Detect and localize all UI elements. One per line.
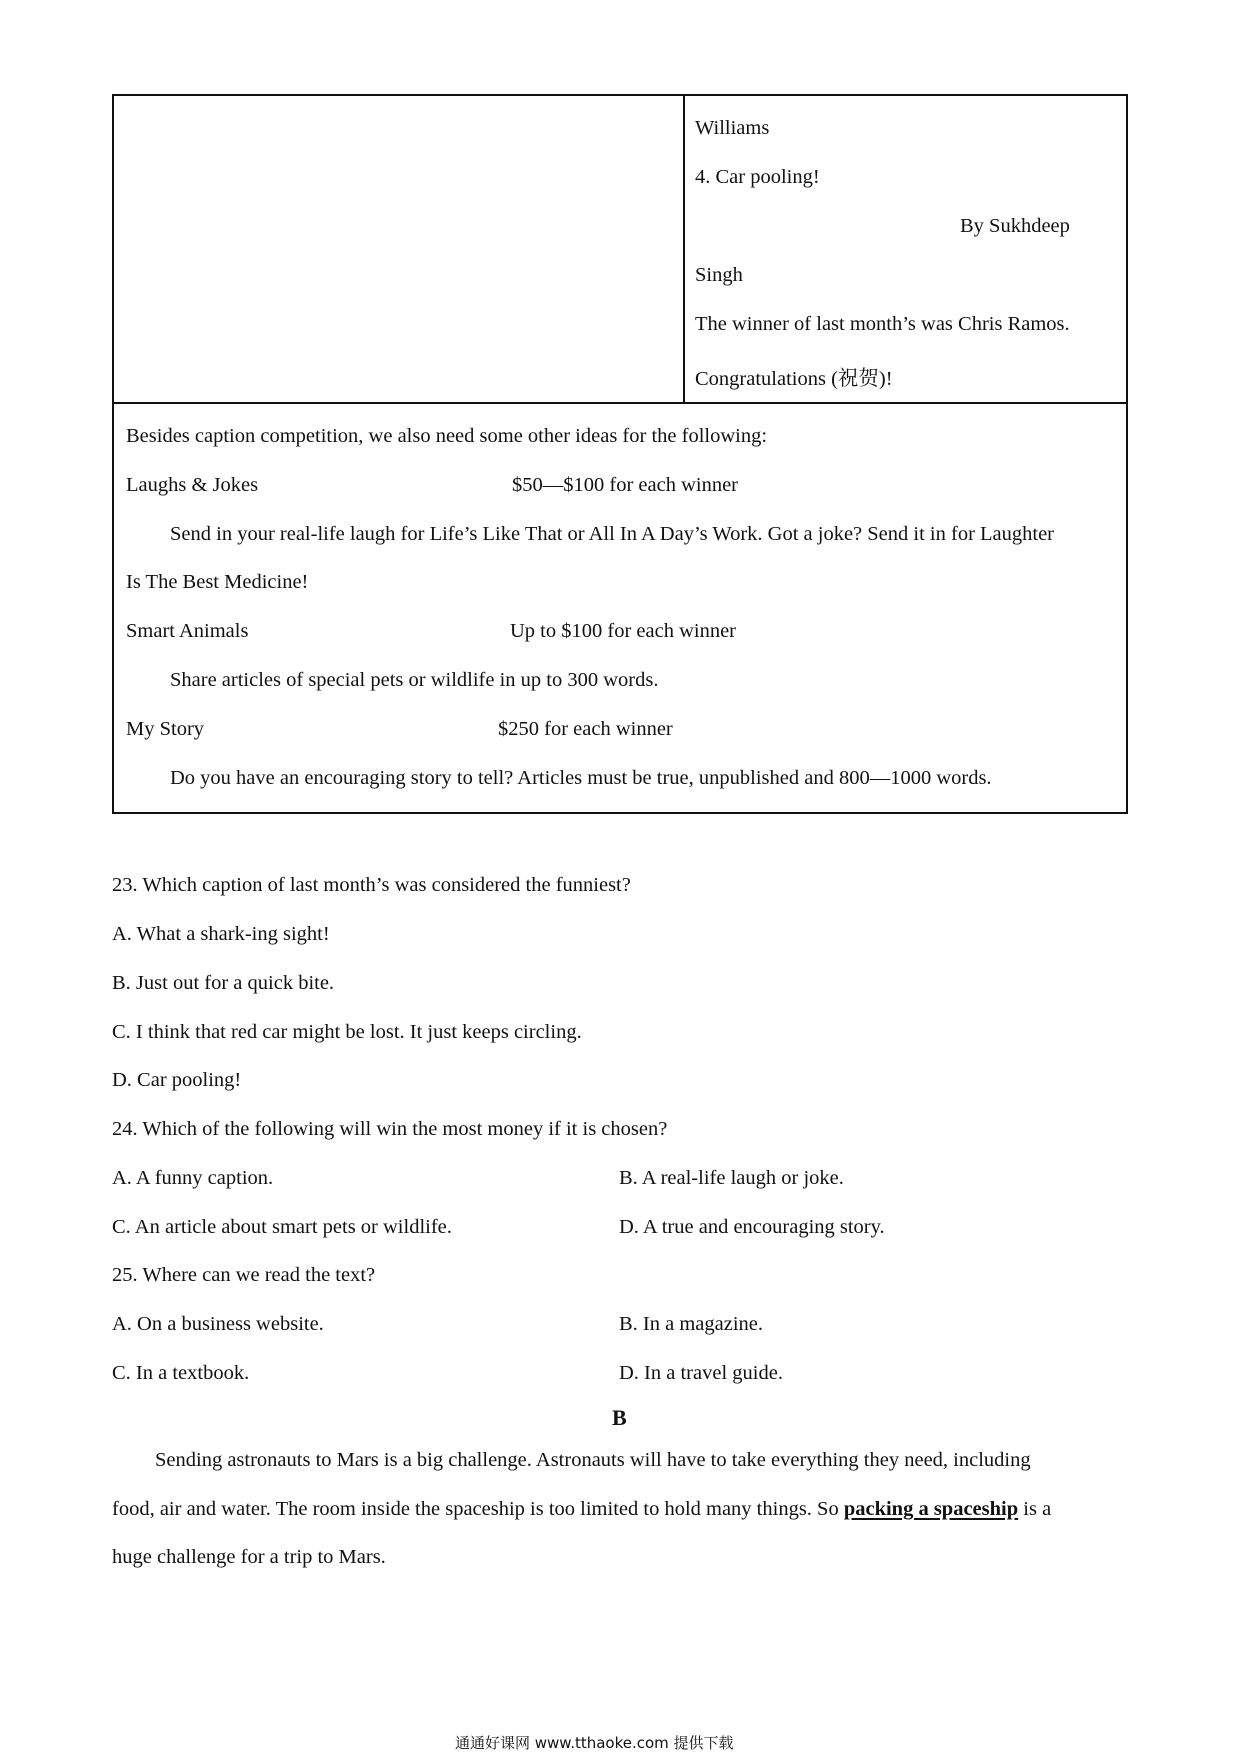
question-23: 23. Which caption of last month’s was considered the funniest? [112,874,631,896]
q24-option-a: A. A funny caption. [112,1167,274,1189]
q25-option-a: A. On a business website. [112,1313,324,1335]
q24-option-d: D. A true and encouraging story. [619,1216,885,1238]
animals-title: Smart Animals [126,620,249,642]
caption-line-williams: Williams [695,117,770,139]
caption-entry-4: 4. Car pooling! [695,166,820,188]
question-24: 24. Which of the following will win the most money if it is chosen? [112,1118,668,1140]
animals-desc: Share articles of special pets or wildlife in up to 300 words. [170,669,659,691]
passage-b-line-2 [112,1498,1051,1521]
congratulations: Congratulations (祝贺)! [695,368,893,390]
table-divider [683,96,685,402]
q23-option-b: B. Just out for a quick bite. [112,972,335,994]
q25-option-c: C. In a textbook. [112,1362,250,1384]
q25-option-b: B. In a magazine. [619,1313,764,1335]
q24-option-b: B. A real-life laugh or joke. [619,1167,844,1189]
ideas-intro: Besides caption competition, we also need some other ideas for the following: [126,425,768,447]
passage-text: food, air and water. The room inside the spaceship is too limited to hold many things. So [112,1498,844,1520]
q23-option-c: C. I think that red car might be lost. It just keeps circling. [112,1021,582,1043]
q23-option-d: D. Car pooling! [112,1069,242,1091]
winner-announcement: The winner of last month’s was Chris Ramos. [695,313,1070,335]
section-heading-b: B [612,1405,627,1430]
animals-prize: Up to $100 for each winner [510,620,737,642]
story-prize: $250 for each winner [498,718,673,740]
ideas-box [112,404,1128,814]
passage-b-line-3: huge challenge for a trip to Mars. [112,1546,386,1568]
story-title: My Story [126,718,205,740]
caption-author: By Sukhdeep [960,215,1070,237]
laughs-desc: Send in your real-life laugh for Life’s Like That or All In A Day’s Work. Got a joke? Send it in for Laughter [170,523,1055,545]
page-footer: 通通好课网 www.tthaoke.com 提供下载 [455,1734,734,1752]
laughs-prize: $50—$100 for each winner [512,474,739,496]
highlighted-phrase: packing a spaceship [843,1498,1019,1520]
passage-text-end: is a [1018,1498,1052,1520]
caption-author-cont: Singh [695,264,743,286]
passage-b-line-1: Sending astronauts to Mars is a big challenge. Astronauts will have to take everything they need, including [155,1449,1031,1471]
story-desc: Do you have an encouraging story to tell? Articles must be true, unpublished and 800—1000 words. [170,767,992,789]
question-25: 25. Where can we read the text? [112,1264,376,1286]
laughs-title: Laughs & Jokes [126,474,259,496]
q24-option-c: C. An article about smart pets or wildlife. [112,1216,452,1238]
laughs-desc-cont: Is The Best Medicine! [126,571,309,593]
q23-option-a: A. What a shark-ing sight! [112,923,330,945]
q25-option-d: D. In a travel guide. [619,1362,783,1384]
caption-table [112,94,1128,404]
